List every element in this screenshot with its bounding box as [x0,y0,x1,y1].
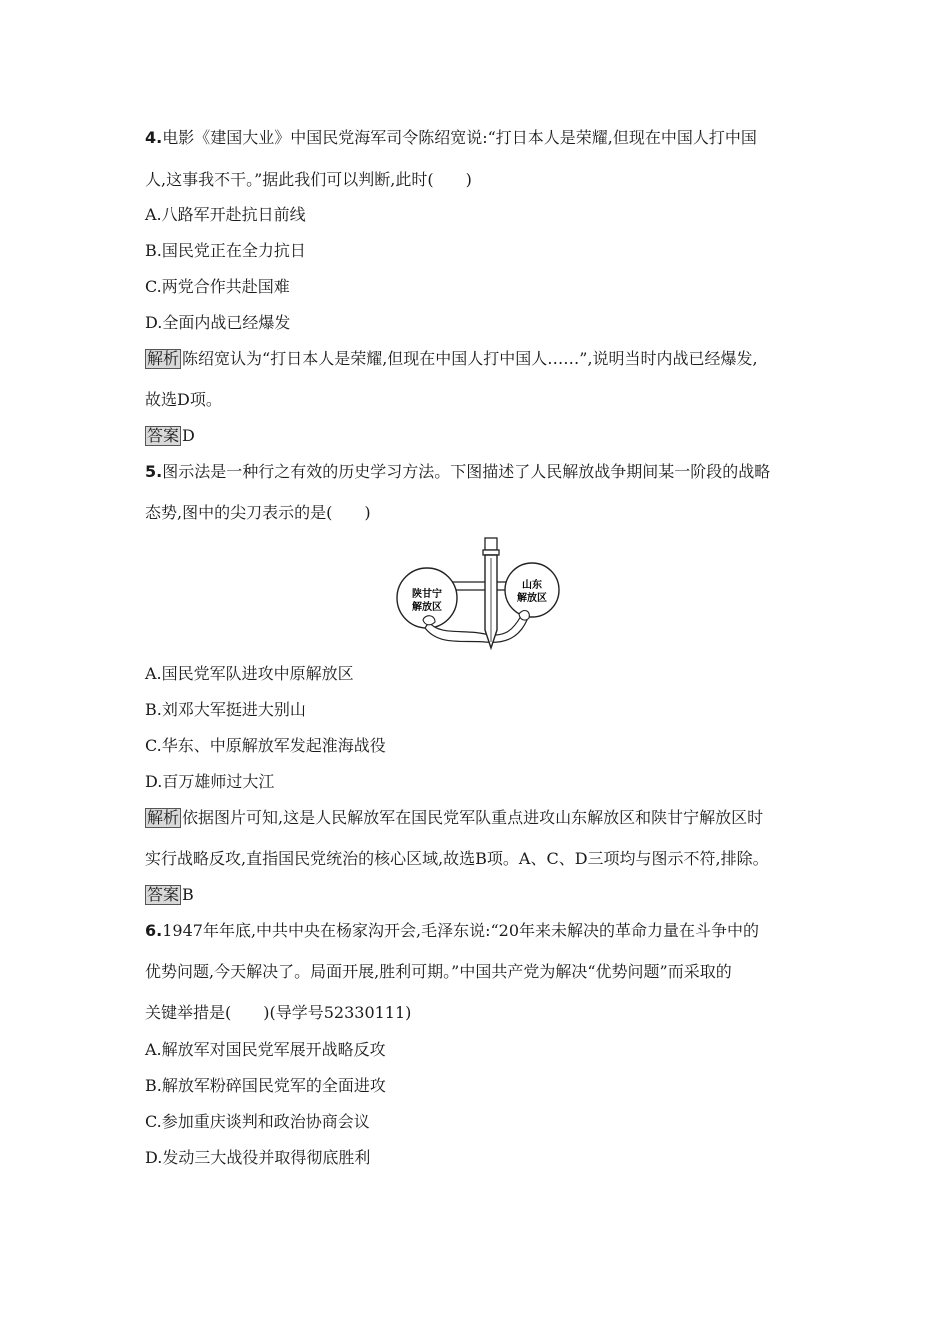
q4-option-a: A.八路军开赴抗日前线 [145,205,306,224]
q6-option-b: B.解放军粉碎国民党军的全面进攻 [145,1076,386,1095]
q4-option-d: D.全面内战已经爆发 [145,313,291,332]
q5-analysis-line2: 实行战略反攻,直指国民党统治的核心区域,故选B项。A、C、D三项均与图示不符,排除。 [145,849,769,868]
q4-option-b: B.国民党正在全力抗日 [145,241,306,260]
q5-option-b: B.刘邓大军挺进大别山 [145,700,306,719]
q6-stem-line3: 关键举措是( )(导学号52330111) [145,1003,412,1022]
q6-number: 6. [145,921,163,940]
q6-stem-line2: 优势问题,今天解决了。局面开展,胜利可期。”中国共产党为解决“优势问题”而采取的 [145,962,732,981]
q4-analysis-line2: 故选D项。 [145,390,222,409]
dagger-handle [485,538,497,550]
q5-answer: 答案 B [147,885,194,904]
left-circle-label1: 陕甘宁 [412,589,442,600]
q4-number: 4. [145,128,163,147]
right-hand-shape [519,611,529,621]
q4-answer: 答案 D [147,426,195,445]
right-circle-label1: 山东 [522,580,542,591]
q6-option-c: C.参加重庆谈判和政治协商会议 [145,1112,370,1131]
q4-option-c: C.两党合作共赴国难 [145,277,290,296]
q5-option-d: D.百万雄师过大江 [145,772,275,791]
q4-analysis-label: 解析 [147,349,180,368]
strategy-diagram [395,534,565,652]
q6-stem-line1: 6.1947年年底,中共中央在杨家沟开会,毛泽东说:“20年来未解决的革命力量在斗争中的 [145,921,760,940]
q5-stem-line1: 5.图示法是一种行之有效的历史学习方法。下图描述了人民解放战争期间某一阶段的战略 [145,462,771,481]
q5-analysis-line1: 解析 依据图片可知,这是人民解放军在国民党军队重点进攻山东解放区和陕甘宁解放区时 [147,808,764,827]
dagger-guard [483,550,499,555]
q5-analysis-label: 解析 [147,808,180,827]
q5-option-a: A.国民党军队进攻中原解放区 [145,664,354,683]
q4-stem-line1: 4.电影《建国大业》中国民党海军司令陈绍宽说:“打日本人是荣耀,但现在中国人打中国 [145,128,757,147]
q5-stem-line2: 态势,图中的尖刀表示的是( ) [145,503,371,522]
q4-analysis-line1: 解析 陈绍宽认为“打日本人是荣耀,但现在中国人打中国人……”,说明当时内战已经爆发, [147,349,758,368]
right-circle-label2: 解放区 [517,593,547,604]
q4-answer-label: 答案 [147,426,180,445]
left-hand-shape [423,616,435,625]
q4-stem-line2: 人,这事我不干。”据此我们可以判断,此时( ) [145,170,472,189]
q6-option-a: A.解放军对国民党军展开战略反攻 [145,1040,386,1059]
q5-number: 5. [145,462,163,481]
q5-answer-label: 答案 [147,885,180,904]
q5-option-c: C.华东、中原解放军发起淮海战役 [145,736,386,755]
left-circle-label2: 解放区 [412,602,442,613]
q6-option-d: D.发动三大战役并取得彻底胜利 [145,1148,371,1167]
